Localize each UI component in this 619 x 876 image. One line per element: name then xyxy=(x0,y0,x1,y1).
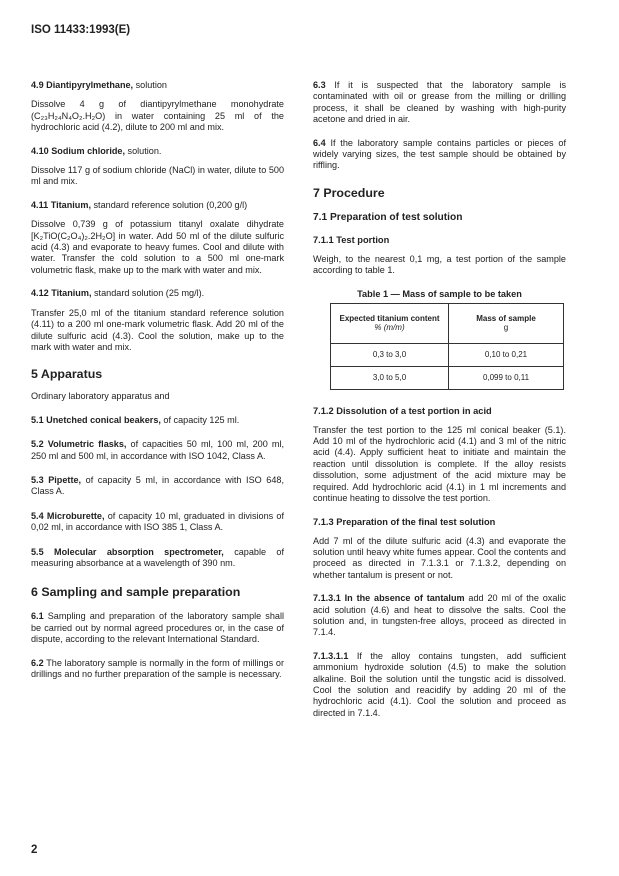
section-7-1-1-heading: 7.1.1 Test portion xyxy=(313,234,390,245)
table-cell: 0,099 to 0,11 xyxy=(449,366,564,389)
section-5-4-label: 5.4 Microburette, xyxy=(31,510,105,521)
section-7-1-3-1-text: add 20 ml of the oxalic acid solution (4.6) and heat to dissolve the salts. Cool the solution and, in tungsten-free alloys, proceed as directed in 7.1.4. xyxy=(313,593,566,638)
section-4-11-rest: standard reference solution (0,200 g/l) xyxy=(90,199,248,210)
section-4-12-text: Transfer 25,0 ml of the titanium standard reference solution (4.11) to a 200 ml one-mark volumetric flask. Add 20 ml of the dilute sulfuric acid (4.3). Cool the solution, make up to the mark with water and mix. xyxy=(31,307,284,352)
section-4-9-label: 4.9 Diantipyrylmethane, xyxy=(31,80,134,90)
section-6-2-label: 6.2 xyxy=(31,657,44,668)
section-4-10-rest: solution. xyxy=(125,145,162,156)
section-6-3 xyxy=(313,80,566,126)
section-6-3-text: If it is suspected that the laboratory sample is contaminated with oil or grease from the milling or drilling process, it shall be cleaned by washing with high-purity acetone and dried in air. xyxy=(313,80,566,125)
section-7-1-heading: 7.1 Preparation of test solution xyxy=(313,211,463,223)
section-4-10-text: Dissolve 117 g of sodium chloride (NaCl) in water, dilute to 500 ml and mix. xyxy=(31,165,284,187)
table-col2-header xyxy=(449,303,564,343)
left-column xyxy=(31,80,284,680)
section-7-1-2-text: Transfer the test portion to the 125 ml conical beaker (5.1). Add 10 ml of the hydrochloric acid (4.1) and 3 ml of the nitric acid (4.4). Apply sufficient heat to initiate and maintain the reaction until dissolution is complete. If the alloy resists dissolution, some adjustment of the acid mixture may be required. Add hydrochloric acid (4.1) in 1 ml increments and continue heating to dissolve the test portion. xyxy=(313,424,566,504)
table-row xyxy=(331,366,564,389)
right-column xyxy=(313,80,566,719)
section-5-4 xyxy=(31,511,284,534)
section-6-1-label: 6.1 xyxy=(31,611,44,622)
section-5-1-label: 5.1 Unetched conical beakers, xyxy=(31,414,161,425)
section-5-3-label: 5.3 Pipette, xyxy=(31,474,82,485)
table-col1-unit: % (m/m) xyxy=(374,323,405,333)
section-4-12-label: 4.12 Titanium, xyxy=(31,288,92,299)
section-7-1-3-1-1-text: If the alloy contains tungsten, add sufficient ammonium hydroxide solution (4.5) to make the solution alkaline. Boil the solution until the tungstic acid is dissolved. Cool the solution and reacidify by adding 20 ml of the hydrochloric acid (4.1). Cool the solution and proceed as directed in 7.1.4. xyxy=(313,650,566,718)
section-6-2-text: The laboratory sample is normally in the form of millings or drillings and no further preparation of the sample is necessary. xyxy=(31,657,284,679)
table-col2-unit: g xyxy=(503,323,509,333)
section-5-2-label: 5.2 Volumetric flasks, xyxy=(31,439,127,450)
table-1 xyxy=(330,303,564,390)
section-5-5-rest: capable of measuring absorbance at a wavelength of 390 nm. xyxy=(31,546,285,568)
section-7-1-2-heading: 7.1.2 Dissolution of a test portion in acid xyxy=(313,405,492,416)
section-7-1-1-text: Weigh, to the nearest 0,1 mg, a test portion of the sample according to table 1. xyxy=(313,253,566,276)
table-cell: 0,10 to 0,21 xyxy=(449,343,564,366)
section-7-1-3-text: Add 7 ml of the dilute sulfuric acid (4.3) and evaporate the solution until heavy white fumes appear. Cool the contents and proceed as directed in 7.1.3.1 or 7.1.3.2, depending on whether tantalum is present or not. xyxy=(313,535,566,580)
section-6-3-label: 6.3 xyxy=(313,80,326,90)
section-4-12-title xyxy=(31,288,284,299)
section-4-10-title xyxy=(31,146,284,157)
section-6-1-text: Sampling and preparation of the laboratory sample shall be carried out by normal agreed procedures or, in the case of dispute, according to the relevant International Standard. xyxy=(31,611,284,645)
section-4-9-text: Dissolve 4 g of diantipyrylmethane monohydrate (C₂₃H₂₄N₄O₂.H₂O) in water containing 25 ml of the hydrochloric acid (4.2), dilute to 200 ml and mix. xyxy=(31,99,284,133)
section-7-heading: 7 Procedure xyxy=(313,185,385,200)
table-row xyxy=(331,343,564,366)
section-4-11-title xyxy=(31,200,284,211)
section-7-1-3-1-label: 7.1.3.1 In the absence of tantalum xyxy=(313,593,465,604)
section-4-12-rest: standard solution (25 mg/l). xyxy=(91,288,205,299)
section-5-2 xyxy=(31,439,284,462)
section-4-11-label: 4.11 Titanium, xyxy=(31,199,91,210)
section-4-11-text: Dissolve 0,739 g of potassium titanyl oxalate dihydrate [K₂TiO(C₂O₄)₂.2H₂O] in water. Add 50 ml of the dilute sulfuric acid (4.3) and evaporate to heavy fumes. Cool and dilute with water. Transfer the cold solution to a 500 ml one-mark volumetric flask, make up to the mark with water and mix. xyxy=(31,219,284,275)
section-5-5 xyxy=(31,547,284,570)
table-1-caption: Table 1 — Mass of sample to be taken xyxy=(357,288,522,299)
section-5-3 xyxy=(31,475,284,498)
table-col2-title: Mass of sample xyxy=(476,314,536,324)
section-6-2 xyxy=(31,658,284,681)
section-5-5-label: 5.5 Molecular absorption spectrometer, xyxy=(31,546,224,557)
section-5-intro: Ordinary laboratory apparatus and xyxy=(31,391,170,402)
section-5-4-rest: of capacity 10 ml, graduated in divisions of 0,02 ml, in accordance with ISO 385 1, Class A. xyxy=(31,510,284,533)
section-6-4 xyxy=(313,138,566,172)
section-7-1-3-1-1-label: 7.1.3.1.1 xyxy=(313,650,349,661)
page-number: 2 xyxy=(31,844,38,856)
section-6-1 xyxy=(31,611,284,645)
section-5-1 xyxy=(31,415,284,426)
section-6-heading: 6 Sampling and sample preparation xyxy=(31,585,241,600)
section-5-2-rest: of capacities 50 ml, 100 ml, 200 ml, 250 ml and 500 ml, in accordance with ISO 1042, Class A. xyxy=(31,439,285,461)
table-cell: 3,0 to 5,0 xyxy=(331,366,449,389)
table-col1-header xyxy=(331,303,449,343)
table-cell: 0,3 to 3,0 xyxy=(331,343,449,366)
section-7-1-3-1 xyxy=(313,593,566,639)
section-7-1-3-heading: 7.1.3 Preparation of the final test solution xyxy=(313,516,496,527)
table-header-row xyxy=(331,303,564,343)
section-5-heading: 5 Apparatus xyxy=(31,367,103,382)
section-5-1-rest: of capacity 125 ml. xyxy=(160,414,240,425)
section-4-9-rest: solution xyxy=(133,80,167,90)
section-6-4-label: 6.4 xyxy=(313,137,326,148)
section-7-1-3-1-1 xyxy=(313,651,566,719)
section-6-4-text: If the laboratory sample contains particles or pieces of widely varying sizes, the test sample should be obtained by riffling. xyxy=(313,137,566,171)
section-5-3-rest: of capacity 5 ml, in accordance with ISO 648, Class A. xyxy=(31,474,284,497)
document-id: ISO 11433:1993(E) xyxy=(31,24,131,36)
section-4-10-label: 4.10 Sodium chloride, xyxy=(31,145,125,156)
table-col1-title: Expected titanium content xyxy=(339,314,440,324)
section-4-9-title xyxy=(31,80,284,91)
